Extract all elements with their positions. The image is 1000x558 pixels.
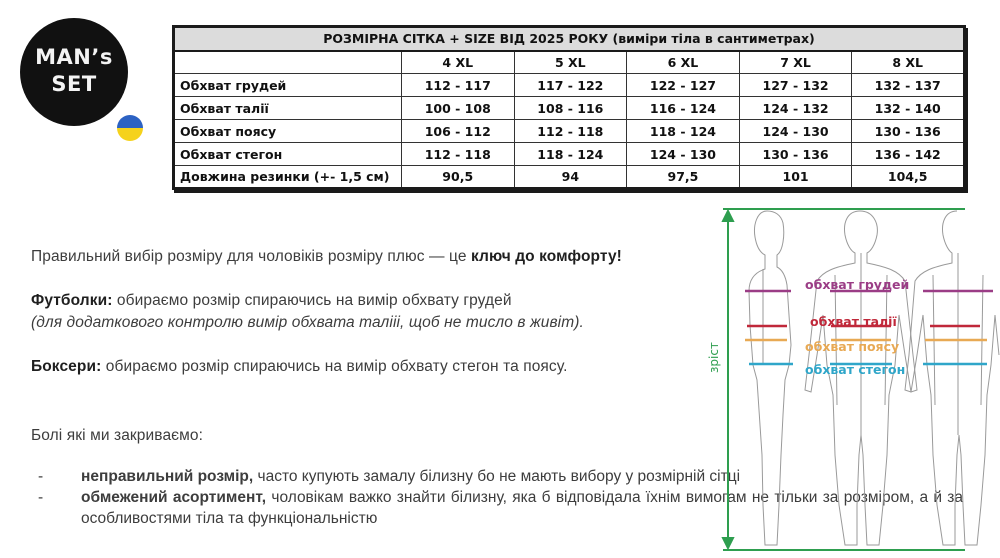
header-cell-6xl: 6 XL	[627, 51, 740, 74]
list-item-bold: обмежений асортимент,	[81, 489, 267, 506]
row-label: Обхват стегон	[174, 143, 402, 166]
table-row-hips	[174, 143, 965, 166]
logo-line-2: SET	[51, 72, 97, 96]
table-row-waist	[174, 97, 965, 120]
table-cell: 112 - 117	[401, 74, 514, 97]
table-header-row	[174, 51, 965, 74]
table-cell: 130 - 136	[852, 120, 965, 143]
tshirts-label: Футболки:	[31, 292, 113, 309]
mannequin-outline-illustration	[705, 205, 1000, 558]
intro-bold: ключ до комфорту!	[470, 248, 622, 265]
flag-blue-stripe	[117, 115, 143, 128]
table-cell: 132 - 140	[852, 97, 965, 120]
header-cell-7xl: 7 XL	[739, 51, 852, 74]
table-row-elastic-length	[174, 166, 965, 189]
size-chart-table	[172, 25, 966, 190]
belt-label: обхват поясу	[805, 339, 900, 354]
table-cell: 101	[739, 166, 852, 189]
intro-text: Правильний вибір розміру для чоловіків розміру плюс — це	[31, 248, 471, 265]
table-cell: 132 - 137	[852, 74, 965, 97]
boxers-paragraph	[31, 358, 567, 376]
flag-yellow-stripe	[117, 128, 143, 141]
table-row-chest	[174, 74, 965, 97]
logo-text	[20, 44, 128, 98]
bullet-dash: -	[38, 489, 44, 506]
header-cell-8xl: 8 XL	[852, 51, 965, 74]
tshirts-italic-note: (для додаткового контролю вимір обхвата талііі, щоб не тисло в живіт).	[31, 314, 584, 331]
table-cell: 127 - 132	[739, 74, 852, 97]
table-cell: 122 - 127	[627, 74, 740, 97]
table-cell: 118 - 124	[514, 143, 627, 166]
table-title-row	[174, 27, 965, 51]
row-label: Обхват талії	[174, 97, 402, 120]
table-cell: 124 - 130	[627, 143, 740, 166]
row-label: Довжина резинки (+- 1,5 см)	[174, 166, 402, 189]
intro-paragraph	[31, 248, 622, 266]
list-item-text: часто купують замалу білизну бо не мають вибору у розмірній сітці	[253, 468, 741, 485]
table-title: РОЗМІРНА СІТКА + SIZE ВІД 2025 РОКУ (виміри тіла в сантиметрах)	[174, 27, 965, 51]
table-cell: 90,5	[401, 166, 514, 189]
row-label: Обхват грудей	[174, 74, 402, 97]
logo-line-1: MAN’s	[35, 45, 113, 69]
ukraine-flag-icon	[115, 113, 145, 143]
table-cell: 100 - 108	[401, 97, 514, 120]
table-cell: 106 - 112	[401, 120, 514, 143]
table-cell: 124 - 130	[739, 120, 852, 143]
boxers-label: Боксери:	[31, 358, 102, 375]
waist-label: обхват талії	[810, 314, 897, 329]
tshirts-text: обираємо розмір спираючись на вимір обхвату грудей	[112, 292, 512, 309]
table-cell: 130 - 136	[739, 143, 852, 166]
table-cell: 136 - 142	[852, 143, 965, 166]
tshirts-note	[31, 314, 584, 332]
tshirts-paragraph	[31, 292, 512, 310]
bullet-dash: -	[38, 468, 44, 485]
header-cell-4xl: 4 XL	[401, 51, 514, 74]
table-cell: 116 - 124	[627, 97, 740, 120]
table-cell: 118 - 124	[627, 120, 740, 143]
list-item-text: чоловікам важко знайти білизну, яка б відповідала їхнім вимогам не тільки за розміром, а й за особливостями тіла та функціональністю	[81, 489, 963, 527]
table-cell: 108 - 116	[514, 97, 627, 120]
boxers-text: обираємо розмір спираючись на вимір обхвату стегон та поясу.	[101, 358, 568, 375]
header-cell-5xl: 5 XL	[514, 51, 627, 74]
table-cell: 97,5	[627, 166, 740, 189]
list-item-bold: неправильний розмір,	[81, 468, 254, 485]
table-cell: 94	[514, 166, 627, 189]
height-label: зріст	[707, 342, 721, 373]
chest-label: обхват грудей	[805, 277, 910, 292]
table-cell: 112 - 118	[514, 120, 627, 143]
body-measurement-figure	[705, 205, 1000, 558]
brand-logo	[20, 18, 128, 126]
table-cell: 124 - 132	[739, 97, 852, 120]
pains-heading: Болі які ми закриваємо:	[31, 427, 204, 444]
hips-label: обхват стегон	[805, 362, 906, 377]
header-cell-empty	[174, 51, 402, 74]
table-row-belt	[174, 120, 965, 143]
table-cell: 104,5	[852, 166, 965, 189]
table-cell: 112 - 118	[401, 143, 514, 166]
table-cell: 117 - 122	[514, 74, 627, 97]
row-label: Обхват поясу	[174, 120, 402, 143]
